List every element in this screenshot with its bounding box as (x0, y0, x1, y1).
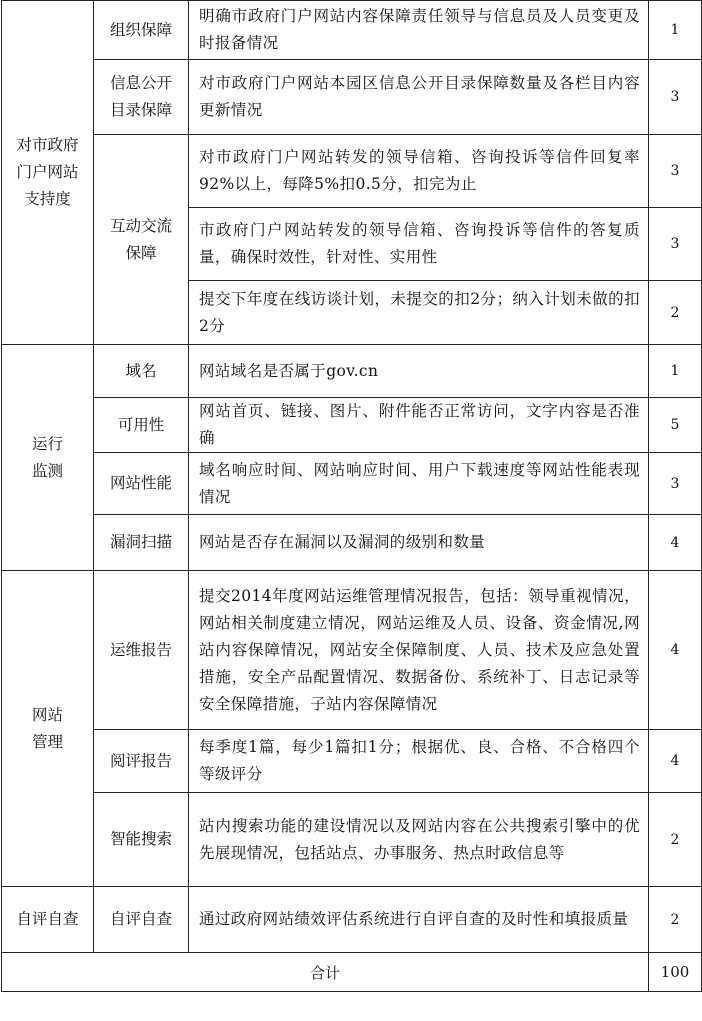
item-cell: 组织保障 (94, 1, 189, 60)
evaluation-table (1, 0, 702, 992)
content-cell: 对市政府门户网站转发的领导信箱、咨询投诉等信件回复率92%以上，每降5%扣0.5分，扣完为止 (189, 135, 649, 208)
score-cell: 4 (649, 515, 702, 571)
category-cell: 网站管理 (2, 571, 94, 887)
content-cell: 网站是否存在漏洞以及漏洞的级别和数量 (189, 515, 649, 571)
category-cell: 自评自查 (2, 887, 94, 953)
item-cell: 自评自查 (94, 887, 189, 953)
table-row (2, 793, 702, 887)
content-cell: 每季度1篇，每少1篇扣1分；根据优、良、合格、不合格四个等级评分 (189, 730, 649, 793)
table-row (2, 398, 702, 453)
table-row (2, 1, 702, 60)
table-row (2, 453, 702, 515)
table-row (2, 60, 702, 135)
content-cell: 对市政府门户网站本园区信息公开目录保障数量及各栏目内容更新情况 (189, 60, 649, 135)
table-row (2, 135, 702, 208)
item-cell: 可用性 (94, 398, 189, 453)
item-cell: 网站性能 (94, 453, 189, 515)
total-row (2, 953, 702, 992)
score-cell: 2 (649, 281, 702, 345)
table-row (2, 571, 702, 730)
table-row (2, 887, 702, 953)
table-row (2, 730, 702, 793)
item-cell: 运维报告 (94, 571, 189, 730)
content-cell: 站内搜索功能的建设情况以及网站内容在公共搜索引擎中的优先展现情况，包括站点、办事服务、热点时政信息等 (189, 793, 649, 887)
content-cell: 通过政府网站绩效评估系统进行自评自查的及时性和填报质量 (189, 887, 649, 953)
score-cell: 1 (649, 1, 702, 60)
item-cell: 信息公开目录保障 (94, 60, 189, 135)
score-cell: 3 (649, 135, 702, 208)
content-cell: 市政府门户网站转发的领导信箱、咨询投诉等信件的答复质量，确保时效性，针对性、实用性 (189, 208, 649, 281)
content-cell: 域名响应时间、网站响应时间、用户下载速度等网站性能表现情况 (189, 453, 649, 515)
content-cell: 提交下年度在线访谈计划，未提交的扣2分；纳入计划未做的扣2分 (189, 281, 649, 345)
item-cell: 漏洞扫描 (94, 515, 189, 571)
category-cell: 运行监测 (2, 345, 94, 571)
content-cell: 提交2014年度网站运维管理情况报告，包括：领导重视情况，网站相关制度建立情况，网站运维及人员、设备、资金情况,网站内容保障情况，网站安全保障制度、人员、技术及应急处置措施，安全产品配置情况、数据备份、系统补丁、日志记录等安全保障措施，子站内容保障情况 (189, 571, 649, 730)
score-cell: 4 (649, 571, 702, 730)
item-cell: 域名 (94, 345, 189, 398)
table-row (2, 515, 702, 571)
item-cell: 智能搜索 (94, 793, 189, 887)
table-row (2, 345, 702, 398)
item-cell: 阅评报告 (94, 730, 189, 793)
score-cell: 3 (649, 453, 702, 515)
score-cell: 2 (649, 887, 702, 953)
total-score: 100 (649, 953, 702, 992)
score-cell: 2 (649, 793, 702, 887)
score-cell: 1 (649, 345, 702, 398)
score-cell: 3 (649, 60, 702, 135)
content-cell: 明确市政府门户网站内容保障责任领导与信息员及人员变更及时报备情况 (189, 1, 649, 60)
content-cell: 网站首页、链接、图片、附件能否正常访问，文字内容是否准确 (189, 398, 649, 453)
item-cell: 互动交流保障 (94, 135, 189, 345)
score-cell: 5 (649, 398, 702, 453)
total-label: 合计 (2, 953, 649, 992)
score-cell: 4 (649, 730, 702, 793)
category-cell: 对市政府门户网站支持度 (2, 1, 94, 345)
content-cell: 网站域名是否属于gov.cn (189, 345, 649, 398)
score-cell: 3 (649, 208, 702, 281)
